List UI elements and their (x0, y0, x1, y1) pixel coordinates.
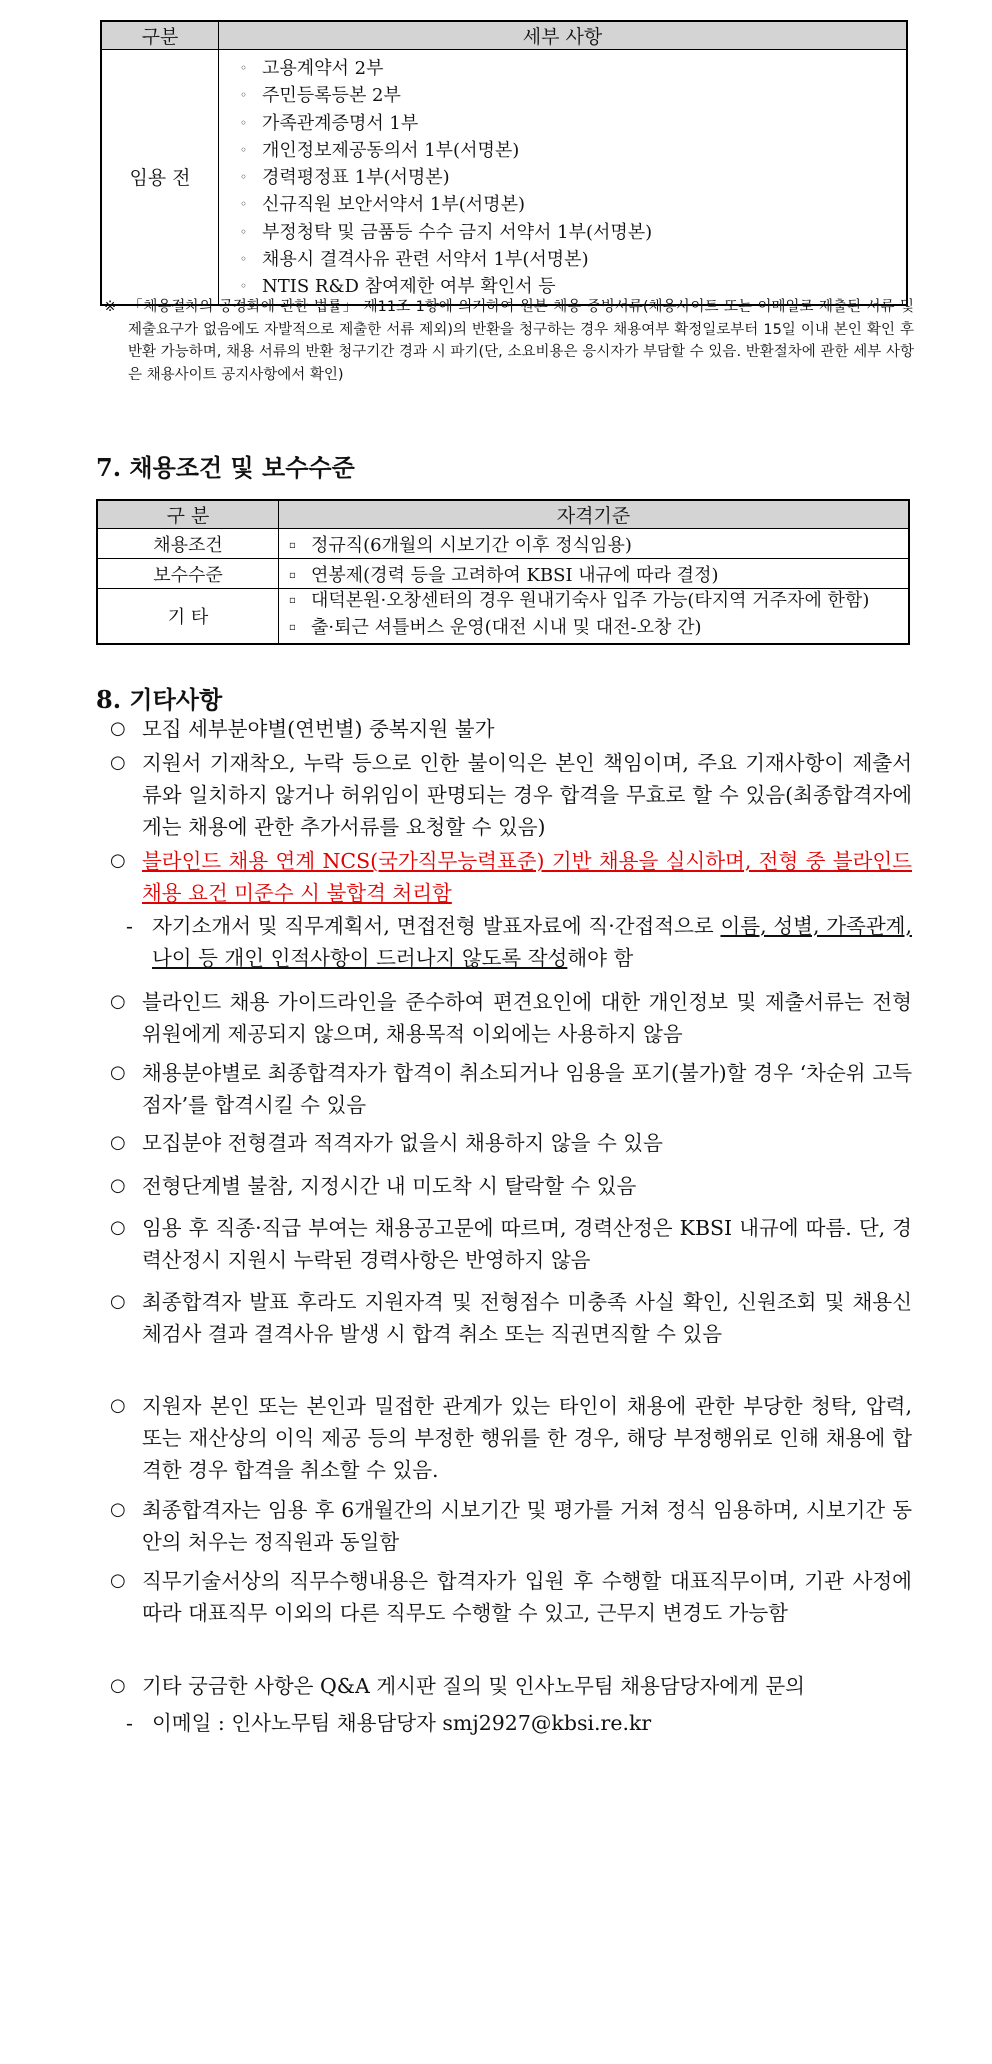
row-value: 출·퇴근 셔틀버스 운영(대전 시내 및 대전-오창 간) (311, 617, 702, 638)
table-row (97, 589, 909, 645)
dash-bullet-icon: - (126, 1711, 133, 1735)
note-text: 「채용절차의 공정화에 관한 법률」 제11조 1항에 의거하여 원본 채용 증빙서류(채용사이트 또는 이메일로 제출된 서류 및 제출요구가 없음에도 자발적으로 제출한 서류 제외)의 반환을 청구하는 경우 채용여부 확정일로부터 15일 이내 본인 확인 후 반환 가능하며, 채용 서류의 반환 청구기간 경과 시 파기(단, 소요비용은 응시자가 부담할 수 있음. 반환절차에 관한 세부 사항은 채용사이트 공지사항에서 확인) (128, 299, 914, 384)
circle-bullet-icon: ◦ (240, 170, 248, 185)
circle-bullet-icon: ○ (110, 1062, 126, 1083)
contact-email-text: 이메일 : 인사노무팀 채용담당자 smj2927@kbsi.re.kr (152, 1711, 652, 1735)
circle-bullet-icon: ○ (110, 1675, 126, 1696)
list-item: ○ 직무기술서상의 직무수행내용은 합격자가 입원 후 수행할 대표직무이며, 기관 사정에 따라 대표직무 이외의 다른 직무도 수행할 수 있고, 근무지 변경도 가능함 (110, 1565, 912, 1629)
table-row (97, 529, 909, 559)
list-item: ○ 채용분야별로 최종합격자가 합격이 취소되거나 임용을 포기(불가)할 경우 ‘차순위 고득점자’를 합격시킬 수 있음 (110, 1057, 912, 1121)
circle-bullet-icon: ◦ (240, 88, 248, 103)
list-item: ◦ 개인정보제공동의서 1부(서명본) (240, 137, 905, 164)
document-list (220, 51, 905, 303)
section-7-title: 7. 채용조건 및 보수수준 (96, 453, 355, 482)
list-item: ○ 기타 궁금한 사항은 Q&A 게시판 질의 및 인사노무팀 채용담당자에게 문의 (110, 1670, 912, 1702)
document-list-cell (219, 50, 908, 305)
square-bullet-icon: ▫ (289, 595, 296, 606)
list-item: ○ 모집 세부분야별(연번별) 중복지원 불가 (110, 713, 912, 745)
list-item: ○ 지원자 본인 또는 본인과 밀접한 관계가 있는 타인이 채용에 관한 부당한 청탁, 압력, 또는 재산상의 이익 제공 등의 부정한 행위를 한 경우, 해당 부정행위로 인해 채용에 합격한 경우 합격을 취소할 수 있음. (110, 1390, 912, 1486)
contact-line (126, 1707, 912, 1739)
col-header-details: 세부 사항 (219, 21, 908, 50)
circle-bullet-icon: ○ (110, 1395, 126, 1416)
circle-bullet-icon: ◦ (240, 142, 248, 157)
section-8-title: 8. 기타사항 (96, 685, 223, 714)
row-label: 보수수준 (97, 559, 279, 589)
circle-bullet-icon: ○ (110, 1132, 126, 1153)
row-value: 대덕본원·오창센터의 경우 원내기숙사 입주 가능(타지역 거주자에 한함) (311, 590, 870, 611)
col-header-category: 구 분 (97, 500, 279, 529)
list-item: ○ 최종합격자 발표 후라도 지원자격 및 전형점수 미충족 사실 확인, 신원조회 및 채용신체검사 결과 결격사유 발생 시 합격 취소 또는 직권면직할 수 있음 (110, 1286, 912, 1350)
list-item: ◦ 가족관계증명서 1부 (240, 110, 905, 137)
list-item: ◦ 채용시 결격사유 관련 서약서 1부(서명본) (240, 246, 905, 273)
col-header-category: 구분 (101, 21, 219, 50)
list-item: ◦ NTIS R&D 참여제한 여부 확인서 등 (240, 273, 905, 300)
reference-mark-icon: ※ (104, 299, 117, 315)
square-bullet-icon: ▫ (289, 569, 296, 581)
required-documents-table (100, 20, 908, 306)
circle-bullet-icon: ◦ (240, 197, 248, 212)
list-item: ○ 최종합격자는 임용 후 6개월간의 시보기간 및 평가를 거쳐 정식 임용하며, 시보기간 동안의 처우는 정직원과 동일함 (110, 1494, 912, 1558)
circle-bullet-icon: ○ (110, 850, 126, 871)
circle-bullet-icon: ◦ (240, 61, 248, 75)
circle-bullet-icon: ◦ (240, 279, 248, 294)
underlined-text: 이름, 성별, 가족관계, 나이 등 개인 인적사항이 드러나지 않도록 작성 (152, 914, 912, 970)
table-row (97, 559, 909, 589)
circle-bullet-icon: ○ (110, 1291, 126, 1312)
circle-bullet-icon: ◦ (240, 252, 248, 267)
row-label: 기 타 (97, 589, 279, 645)
list-item: ◦ 신규직원 보안서약서 1부(서명본) (240, 191, 905, 218)
row-value: 정규직(6개월의 시보기간 이후 정식임용) (311, 534, 632, 556)
circle-bullet-icon: ○ (110, 1175, 126, 1196)
list-item: ◦ 부정청탁 및 금품등 수수 금지 서약서 1부(서명본) (240, 219, 905, 246)
blind-hiring-notice (110, 845, 912, 909)
row-value: 연봉제(경력 등을 고려하여 KBSI 내규에 따라 결정) (311, 564, 719, 586)
list-item: ○ 모집분야 전형결과 적격자가 없을시 채용하지 않을 수 있음 (110, 1127, 912, 1159)
circle-bullet-icon: ○ (110, 1217, 126, 1238)
circle-bullet-icon: ○ (110, 718, 126, 739)
circle-bullet-icon: ◦ (240, 115, 248, 130)
square-bullet-icon: ▫ (289, 622, 296, 633)
blind-hiring-warning: 블라인드 채용 연계 NCS(국가직무능력표준) 기반 채용을 실시하며, 전형 중 블라인드 채용 요건 미준수 시 불합격 처리함 (142, 849, 912, 905)
square-bullet-icon: ▫ (289, 539, 296, 551)
list-item: ◦ 경력평정표 1부(서명본) (240, 164, 905, 191)
list-sub-item: - 자기소개서 및 직무계획서, 면접전형 발표자료에 직·간접적으로 이름, 성별, 가족관계, 나이 등 개인 인적사항이 드러나지 않도록 작성해야 함 (126, 910, 912, 974)
circle-bullet-icon: ○ (110, 752, 126, 773)
circle-bullet-icon: ○ (110, 991, 126, 1012)
employment-conditions-table (96, 499, 910, 645)
list-item: ◦ 주민등록등본 2부 (240, 82, 905, 109)
list-item: ○ 블라인드 채용 가이드라인을 준수하여 편견요인에 대한 개인정보 및 제출서류는 전형위원에게 제공되지 않으며, 채용목적 이외에는 사용하지 않음 (110, 986, 912, 1050)
list-item: ○ 전형단계별 불참, 지정시간 내 미도착 시 탈락할 수 있음 (110, 1170, 912, 1202)
document-return-note (104, 296, 914, 387)
circle-bullet-icon: ○ (110, 1570, 126, 1591)
col-header-criteria: 자격기준 (279, 500, 910, 529)
circle-bullet-icon: ○ (110, 1499, 126, 1520)
row-label-before-appointment: 임용 전 (101, 50, 219, 305)
row-label: 채용조건 (97, 529, 279, 559)
circle-bullet-icon: ◦ (240, 224, 248, 239)
list-item: ◦ 고용계약서 2부 (240, 55, 905, 82)
dash-bullet-icon: - (126, 914, 133, 938)
list-item: ○ 임용 후 직종·직급 부여는 채용공고문에 따르며, 경력산정은 KBSI 내규에 따름. 단, 경력산정시 지원시 누락된 경력사항은 반영하지 않음 (110, 1212, 912, 1276)
list-item: ○ 지원서 기재착오, 누락 등으로 인한 불이익은 본인 책임이며, 주요 기재사항이 제출서류와 일치하지 않거나 허위임이 판명되는 경우 합격을 무효로 할 수 있음(최종합격자에게는 채용에 관한 추가서류를 요청할 수 있음) (110, 747, 912, 843)
